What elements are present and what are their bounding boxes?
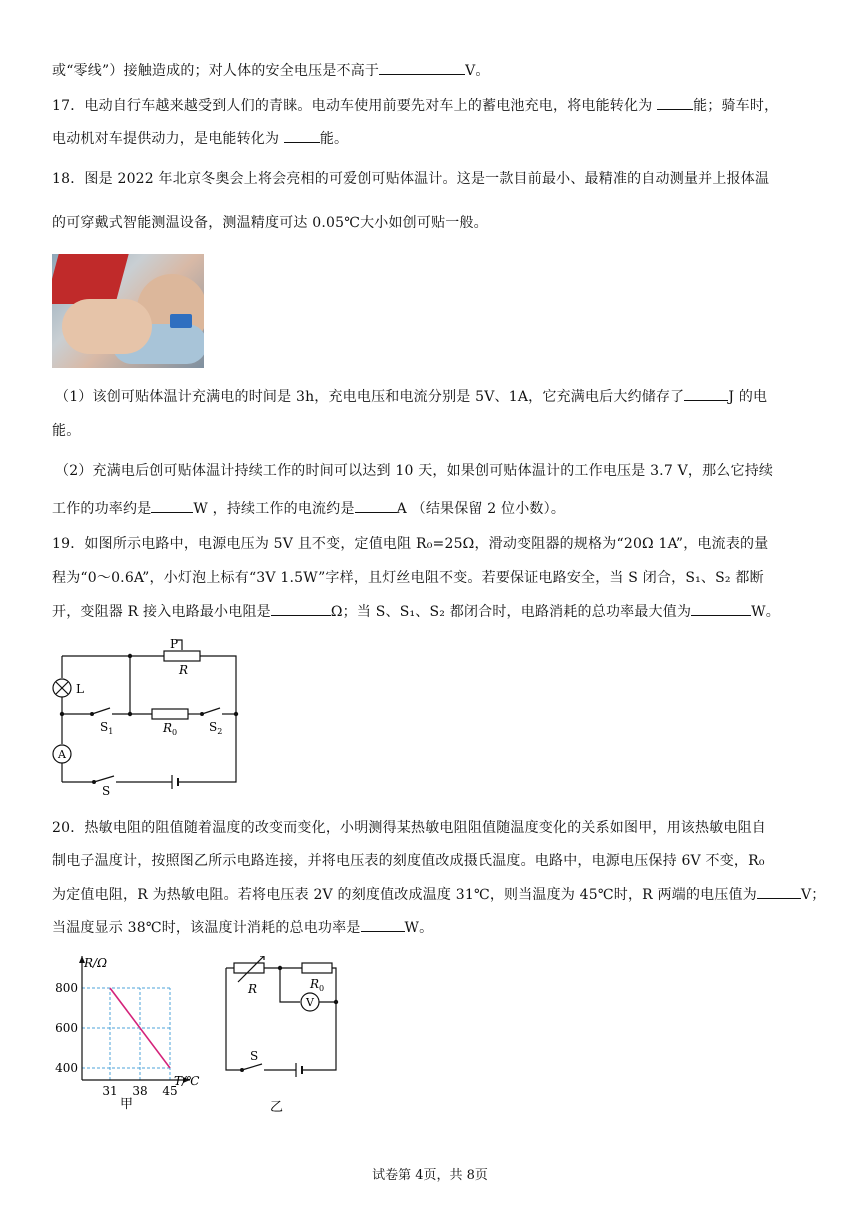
chart-grid bbox=[82, 988, 170, 1080]
label-r: R bbox=[179, 663, 189, 677]
y-axis-label: R/Ω bbox=[84, 956, 108, 970]
resistance-temperature-chart bbox=[44, 950, 214, 1120]
question-18-line-2: 的可穿戴式智能测温设备，测温精度可达 0.05℃大小如创可贴一般。 bbox=[52, 215, 488, 231]
answer-blank[interactable] bbox=[271, 602, 331, 616]
switch-contact bbox=[240, 1068, 244, 1072]
answer-blank[interactable] bbox=[691, 602, 751, 616]
question-19-line-2: 程为“0～0.6A”，小灯泡上标有“3V 1.5W”字样，且灯丝电阻不变。若要保证电路安全，当 S 闭合，S₁、S₂ 都断 bbox=[52, 570, 764, 586]
x-tick-label: 45 bbox=[162, 1084, 178, 1098]
answer-blank[interactable] bbox=[361, 918, 405, 932]
label-r: R bbox=[248, 982, 258, 996]
switch-s1 bbox=[92, 708, 110, 714]
lanyard-shape bbox=[52, 254, 129, 304]
switch-s bbox=[242, 1064, 262, 1070]
wire bbox=[200, 656, 236, 714]
switch-contact bbox=[200, 712, 204, 716]
thermometer-patch-photo bbox=[52, 254, 204, 368]
chart-caption: 乙 bbox=[270, 1100, 284, 1115]
page-footer: 试卷第 4页，共 8页 bbox=[372, 1168, 488, 1183]
question-18-2-line-2: 工作的功率约是 W ，持续工作的电流约是 A （结果保留 2 位小数）。 bbox=[52, 501, 566, 517]
switch-contact bbox=[90, 712, 94, 716]
label-s1: $S_1$ bbox=[100, 720, 114, 736]
thermometer-chip bbox=[170, 314, 192, 328]
wire bbox=[226, 968, 242, 1070]
wire bbox=[62, 656, 130, 714]
label-p: P bbox=[170, 637, 179, 651]
answer-blank[interactable] bbox=[657, 96, 693, 110]
question-18-1-line-2: 能。 bbox=[52, 423, 81, 439]
hand-shape bbox=[62, 299, 152, 354]
question-20-line-2: 制电子温度计，按照图乙所示电路连接，并将电压表的刻度值改成摄氏温度。电路中，电源电压保持 6V 不变，R₀ bbox=[52, 853, 765, 869]
switch-s2 bbox=[202, 708, 220, 714]
question-18-line-1: 18．图是 2022 年北京冬奥会上将会亮相的可爱创可贴体温计。这是一款目前最小、最精准的自动测量并上报体温 bbox=[52, 171, 770, 187]
junction-dot bbox=[278, 966, 282, 970]
junction-dot bbox=[128, 712, 132, 716]
answer-blank[interactable] bbox=[151, 499, 193, 513]
answer-blank[interactable] bbox=[379, 61, 465, 75]
question-17-line-2: 电动机对车提供动力，是电能转化为 能。 bbox=[52, 131, 349, 147]
x-tick-label: 38 bbox=[132, 1084, 148, 1098]
question-18-2-line-1: （2）充满电后创可贴体温计持续工作的时间可以达到 10 天，如果创可贴体温计的工作电压是 3.7 V，那么它持续 bbox=[55, 463, 774, 479]
question-19-line-3: 开，变阻器 R 接入电路最小电阻是 Ω；当 S、S₁、S₂ 都闭合时，电路消耗的总功率最大值为 W。 bbox=[52, 604, 780, 620]
resistor-r0 bbox=[152, 709, 188, 719]
wire bbox=[332, 968, 336, 1030]
answer-blank[interactable] bbox=[355, 499, 397, 513]
resistor-r0 bbox=[302, 963, 332, 973]
label-s: S bbox=[250, 1049, 259, 1063]
thermistor-arrow bbox=[238, 956, 264, 982]
question-20-line-4: 当温度显示 38℃时，该温度计消耗的总电功率是 W。 bbox=[52, 920, 434, 936]
label-s2: $S_2$ bbox=[209, 720, 223, 736]
junction-dot bbox=[60, 712, 64, 716]
wire bbox=[302, 1030, 336, 1070]
wire bbox=[280, 968, 300, 1002]
question-19-line-1: 19．如图所示电路中，电源电压为 5V 且不变，定值电阻 R₀=25Ω，滑动变阻器的规格为“20Ω 1A”，电流表的量 bbox=[52, 536, 769, 552]
y-tick-label: 800 bbox=[55, 981, 78, 995]
circuit-diagram-20 bbox=[216, 956, 356, 1120]
label-l: L bbox=[76, 682, 84, 696]
label-r0: $R_0$ bbox=[310, 977, 325, 993]
chart-caption: 甲 bbox=[120, 1097, 134, 1112]
voltmeter-label: V bbox=[306, 996, 314, 1009]
text-line-1: 或“零线”）接触造成的；对人体的安全电压是不高于 V。 bbox=[52, 63, 490, 79]
question-17-line-1: 17．电动自行车越来越受到人们的青睐。电动车使用前要先对车上的蓄电池充电，将电能转化为 能；骑车时， bbox=[52, 98, 779, 114]
question-18-1-line-1: （1）该创可贴体温计充满电的时间是 3h，充电电压和电流分别是 5V、1A，它充满电后大约储存了 J 的电 bbox=[55, 389, 768, 405]
switch-s bbox=[94, 776, 114, 782]
junction-dot bbox=[234, 712, 238, 716]
question-20-line-1: 20．热敏电阻的阻值随着温度的改变而变化，小明测得某热敏电阻阻值随温度变化的关系如图甲，用该热敏电阻自 bbox=[52, 820, 767, 836]
switch-contact bbox=[92, 780, 96, 784]
y-tick-label: 400 bbox=[55, 1061, 78, 1075]
question-20-line-3: 为定值电阻，R 为热敏电阻。若将电压表 2V 的刻度值改成温度 31℃，则当温度为 45℃时，R 两端的电压值为 V； bbox=[52, 887, 826, 903]
x-tick-label: 31 bbox=[102, 1084, 118, 1098]
label-s: S bbox=[102, 784, 111, 796]
answer-blank[interactable] bbox=[684, 387, 728, 401]
answer-blank[interactable] bbox=[284, 129, 320, 143]
ammeter-label: A bbox=[58, 748, 66, 761]
label-r0: $R_0$ bbox=[163, 721, 178, 737]
rheostat-r bbox=[164, 651, 200, 661]
circuit-diagram-19 bbox=[46, 636, 246, 796]
answer-blank[interactable] bbox=[757, 885, 801, 899]
junction-dot bbox=[128, 654, 132, 658]
y-tick-label: 600 bbox=[55, 1021, 78, 1035]
junction-dot bbox=[334, 1000, 338, 1004]
wire bbox=[178, 714, 236, 782]
x-axis-label: T/℃ bbox=[174, 1074, 200, 1088]
